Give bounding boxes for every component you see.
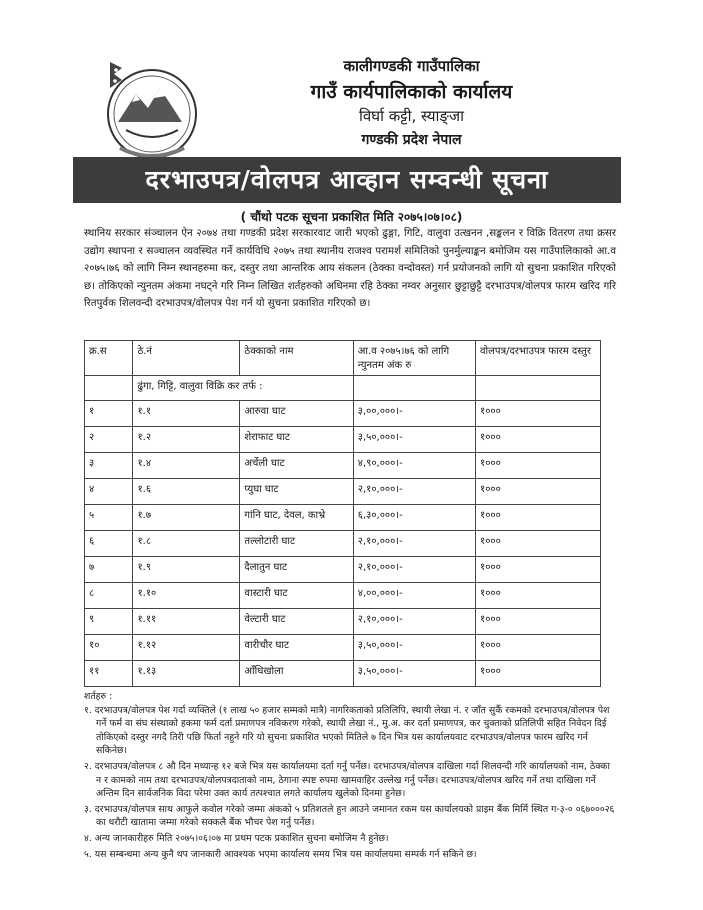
- table-row: [85, 635, 601, 661]
- conditions-list: [84, 704, 616, 862]
- header-minimum-amount: आ.व २०७५।७६ को लागि न्युनतम अंक रु: [353, 341, 475, 376]
- table-row: [85, 531, 601, 557]
- row-form-fee: १०००: [476, 401, 601, 427]
- table-row: [85, 583, 601, 609]
- table-row: [85, 505, 601, 531]
- header-serial: क्र.स: [85, 341, 133, 376]
- row-serial: ५: [85, 505, 133, 531]
- group-empty-cell: [476, 376, 601, 401]
- office-name: गाउँ कार्यपालिकाको कार्यालय: [310, 81, 513, 103]
- row-contract-name: प्युघा घाट: [240, 479, 353, 505]
- table-row: [85, 401, 601, 427]
- row-contract-name: वारीचौर घाट: [240, 635, 353, 661]
- row-form-fee: १०००: [476, 453, 601, 479]
- conditions-label: शर्तहरु :: [84, 691, 113, 702]
- row-contract-name: गांनि घाट, देवल, काभ्रे: [240, 505, 353, 531]
- condition-item: ५. यस सम्बन्धमा अन्य कुनै थप जानकारी आवश्यक भएमा कार्यालय समय भित्र यस कार्यालयमा सम्पर्क गर्न सकिने छ।: [84, 848, 477, 860]
- row-contract-name: वेल्टारी घाट: [240, 609, 353, 635]
- condition-item: ३. दरभाउपत्र/वोलपत्र साथ आफुले कवोल गरेको जम्मा अंकको ५ प्रतिशतले हुन आउने जमानत रकम यस कार्यालयको प्राइम बैंक मिर्मि स्थित ग-३-० ०६७०००२६ का धरौटी खातामा जम्मा गरेको सक्कलै बैंक भौचर पेश गर्नु पर्नेछ।: [84, 803, 615, 829]
- row-minimum-amount: २,१०,०००।-: [353, 609, 475, 635]
- condition-item: ४. अन्य जानकारीहरु मिति २०७५।०६।०७ मा प्रथम पटक प्रकाशित सुचना बमोजिम नै हुनेछ।: [84, 832, 389, 844]
- row-serial: ७: [85, 557, 133, 583]
- row-minimum-amount: ३,५०,०००।-: [353, 661, 475, 687]
- group-empty-cell: [85, 376, 133, 401]
- row-serial: ८: [85, 583, 133, 609]
- row-serial: ४: [85, 479, 133, 505]
- row-serial: २: [85, 427, 133, 453]
- row-contract-no: १.७: [133, 505, 240, 531]
- row-contract-no: १.१२: [133, 635, 240, 661]
- row-serial: ११: [85, 661, 133, 687]
- row-minimum-amount: २,१०,०००।-: [353, 479, 475, 505]
- group-empty-cell: [353, 376, 475, 401]
- publication-note: ( चौंथो पटक सूचना प्रकाशित मिति २०७५।०७।०८): [240, 210, 463, 224]
- conditions-section: [84, 690, 616, 863]
- row-contract-name: दैलातुन घाट: [240, 557, 353, 583]
- province-name: गण्डकी प्रदेश नेपाल: [361, 132, 462, 148]
- row-contract-no: १.८: [133, 531, 240, 557]
- row-contract-name: शेराफाट घाट: [240, 427, 353, 453]
- row-contract-no: १.६: [133, 479, 240, 505]
- row-contract-no: १.१०: [133, 583, 240, 609]
- header-contract-no: ठे.नं: [133, 341, 240, 376]
- row-form-fee: १०००: [476, 427, 601, 453]
- row-form-fee: १०००: [476, 531, 601, 557]
- header-contract-name: ठेक्काको नाम: [240, 341, 353, 376]
- row-minimum-amount: ४,९०,०००।-: [353, 453, 475, 479]
- row-form-fee: १०००: [476, 609, 601, 635]
- row-contract-no: १.१: [133, 401, 240, 427]
- table-row: [85, 661, 601, 687]
- row-serial: १: [85, 401, 133, 427]
- notice-title-banner: दरभाउपत्र/वोलपत्र आव्हान सम्वन्धी सूचना: [73, 157, 621, 203]
- table-row: [85, 453, 601, 479]
- row-minimum-amount: २,१०,०००।-: [353, 557, 475, 583]
- row-serial: ६: [85, 531, 133, 557]
- row-contract-no: १.९: [133, 557, 240, 583]
- row-form-fee: १०००: [476, 505, 601, 531]
- row-contract-no: १.४: [133, 453, 240, 479]
- table-row: [85, 479, 601, 505]
- row-minimum-amount: ३,५०,०००।-: [353, 427, 475, 453]
- row-serial: १०: [85, 635, 133, 661]
- condition-item: १. दरभाउपत्र/वोलपत्र पेश गर्दा व्यक्तिले (१ लाख ५० हजार सम्मको मात्रै) नागरिकताको प्रतिलिपि, स्थायी लेखा नं. र जाँत सुर्कै रकमको दरभाउपत्र/वोलपत्र पेश गर्ने फर्म वा संघ संस्थाको हकमा फर्म दर्ता प्रमाणपत्र नविकरण गरेको, स्थायी लेखा नं., मु.अ. कर दर्ता प्रमाणपत्र, कर चुक्ताको प्रतिलिपी सहित निवेदन दिई तोकिएको दस्तुर नगदै तिरी पछि फिर्ता नहुने गरि यो सुचना प्रकाशित भएको मितिले ७ दिन भित्र यस कार्यालयवाट दरभाउपत्र/वोलपत्र फारम खरिद गर्न सकिनेछ।: [84, 704, 610, 757]
- row-serial: ९: [85, 609, 133, 635]
- table-header-row: [85, 341, 601, 376]
- row-contract-no: १.११: [133, 609, 240, 635]
- row-form-fee: १०००: [476, 479, 601, 505]
- row-minimum-amount: ३,५०,०००।-: [353, 635, 475, 661]
- row-contract-no: १.१३: [133, 661, 240, 687]
- table-row: [85, 557, 601, 583]
- row-form-fee: १०००: [476, 661, 601, 687]
- table-group-row: [85, 376, 601, 401]
- row-minimum-amount: ४,००,०००।-: [353, 583, 475, 609]
- row-form-fee: १०००: [476, 635, 601, 661]
- row-contract-no: १.२: [133, 427, 240, 453]
- row-form-fee: १०००: [476, 557, 601, 583]
- municipality-name: कालीगण्डकी गाउँपालिका: [343, 57, 480, 75]
- row-serial: ३: [85, 453, 133, 479]
- table-row: [85, 427, 601, 453]
- table-row: [85, 609, 601, 635]
- row-contract-name: तल्लोटारी घाट: [240, 531, 353, 557]
- row-minimum-amount: ६,३०,०००।-: [353, 505, 475, 531]
- group-label: ढुंगा, गिट्टि, वालुवा विक्रि कर तर्फ :: [133, 376, 353, 401]
- condition-item: २. दरभाउपत्र/वोलपत्र ८ औ दिन मध्यान्ह १२ बजे भित्र यस कार्यालयमा दर्ता गर्नु पर्नेछ। दरभाउपत्र/वोलपत्र दाखिला गर्दा शिलवन्दी गरि कार्यालयको नाम, ठेक्का न र कामको नाम तथा दरभाउपत्र/वोलपत्रदाताको नाम, ठेगाना स्पष्ट रुपमा खामवाहिर उल्लेख गर्नु पर्नेछ। दरभाउपत्र/वोलपत्र खरिद गर्ने तथा दाखिला गर्ने अन्तिम दिन सार्वजनिक विदा परेमा उक्त कार्य तत्पश्चात लगते कार्यालय खुलेको दिनमा हुनेछ।: [84, 760, 610, 800]
- row-minimum-amount: ३,००,०००।-: [353, 401, 475, 427]
- row-contract-name: आरुवा घाट: [240, 401, 353, 427]
- contracts-table: [84, 340, 601, 687]
- office-location: विर्घा कट्टी, स्याङ्जा: [358, 107, 464, 125]
- header-form-fee: वोलपत्र/दरभाउपत्र फारम दस्तुर: [476, 341, 601, 376]
- row-contract-name: आँधिखोला: [240, 661, 353, 687]
- row-contract-name: अर्चेली घाट: [240, 453, 353, 479]
- row-minimum-amount: २,१०,०००।-: [353, 531, 475, 557]
- intro-paragraph: स्थानिय सरकार संञ्चालन ऐन २०७४ तथा गण्डकी प्रदेश सरकारवाट जारी भएको ढुङ्गा, गिटि, वालुवा उत्खनन ,सङ्कलन र विक्रि वितरण तथा क्रसर उद्योग स्थापना र सञ्चालन व्यवस्थित गर्ने कार्यविधि २०७५ तथा स्थानीय राजश्व परामर्श समितिको पुनर्मुल्याङ्कन बमोजिम यस गाउँपालिकाको आ.व २०७५।७६ को लागि निम्न स्थानहरुमा कर, दस्तुर तथा आन्तरिक आय संकलन (ठेक्का वन्दोवस्त) गर्न प्रयोजनको लागि यो सुचना प्रकाशित गरिएको छ। तोकिएको न्युनतम अंकमा नघट्ने गरि निम्न लिखित शर्तहरुको अधिनमा रहि ठेक्का नम्वर अनुसार छुट्टाछुट्टै दरभाउपत्र/वोलपत्र फारम खरिद गरि रितपुर्वक शिलवन्दी दरभाउपत्र/वोलपत्र पेश गर्न यो सुचना प्रकाशित गरिएको छ।: [84, 228, 616, 310]
- row-form-fee: १०००: [476, 583, 601, 609]
- row-contract-name: वास्टारी घाट: [240, 583, 353, 609]
